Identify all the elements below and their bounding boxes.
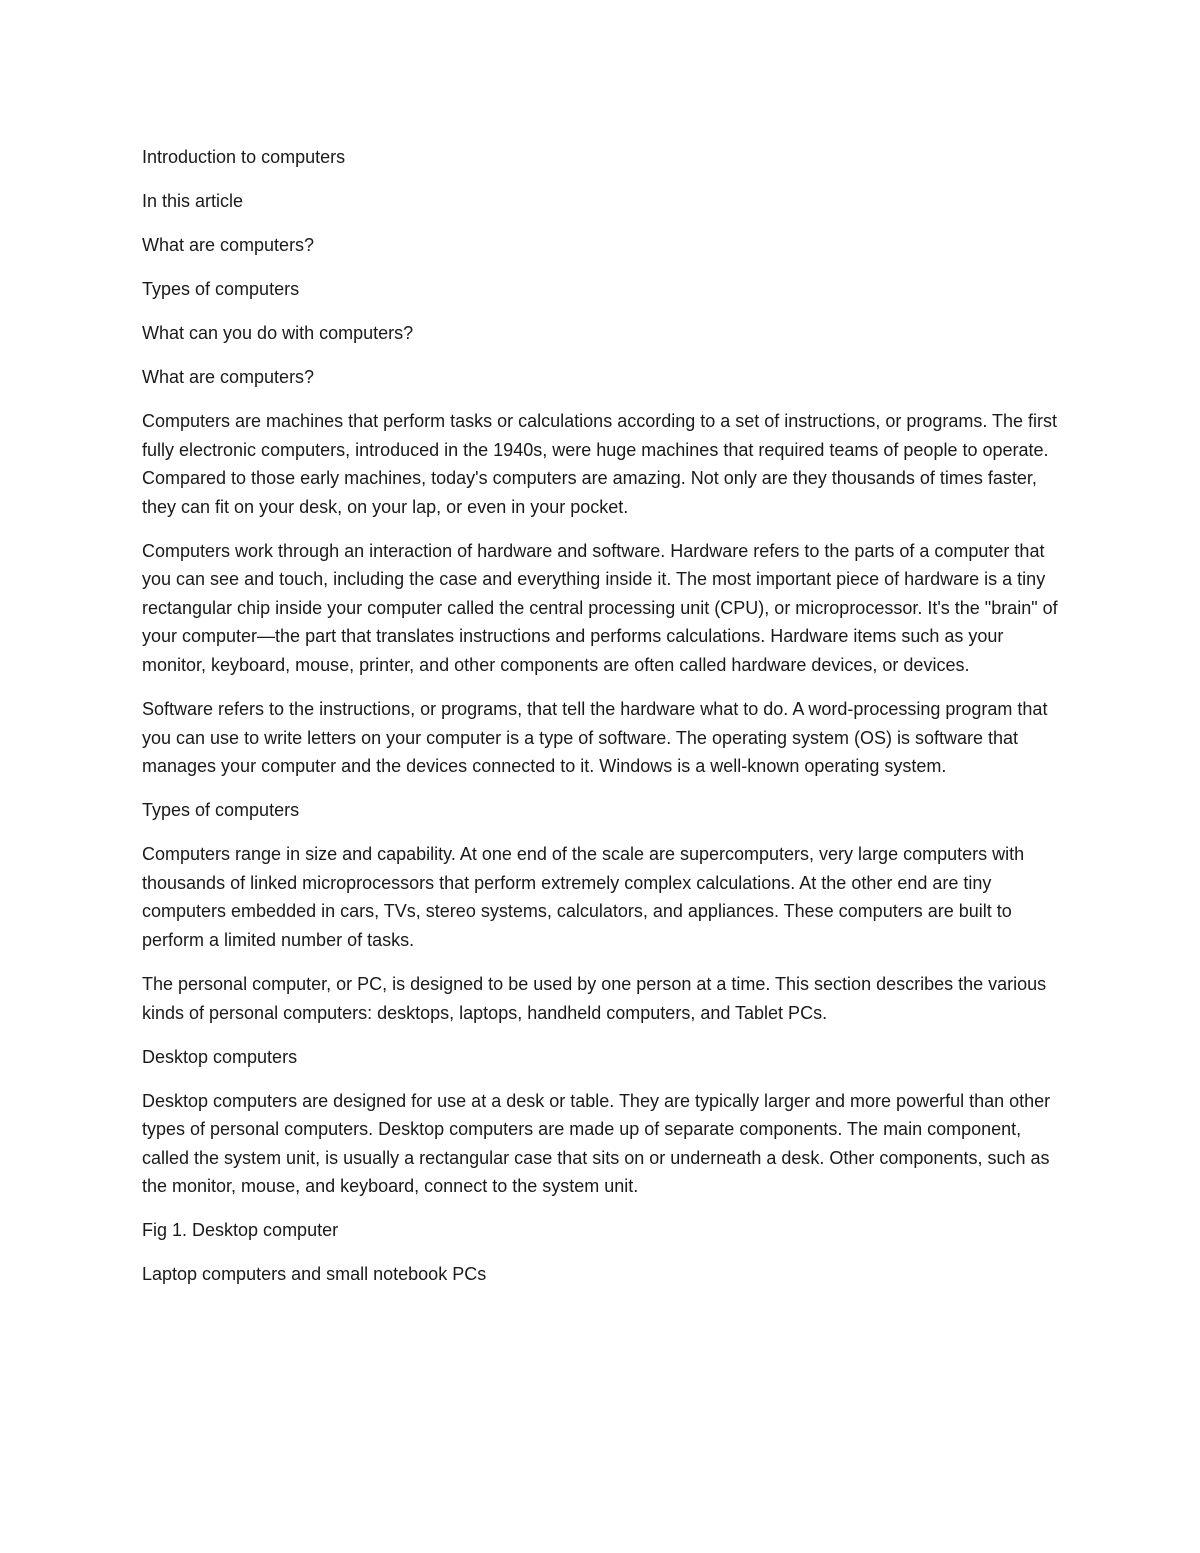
document-body <box>142 143 1062 1304</box>
body-paragraph: Computers work through an interaction of hardware and software. Hardware refers to the parts of a computer that you can see and touch, including the case and everything inside it. The most important piece of hardware is a tiny rectangular chip inside your computer called the central processing unit (CPU), or microprocessor. It's the "brain" of your computer—the part that translates instructions and performs calculations. Hardware items such as your monitor, keyboard, mouse, printer, and other components are often called hardware devices, or devices. <box>142 540 1058 676</box>
body-paragraph: Desktop computers are designed for use at a desk or table. They are typically larger and more powerful than other types of personal computers. Desktop computers are made up of separate components. The main component, called the system unit, is usually a rectangular case that sits on or underneath a desk. Other components, such as the monitor, mouse, and keyboard, connect to the system unit. <box>142 1090 1051 1197</box>
section-heading-laptop-computers: Laptop computers and small notebook PCs <box>142 1264 487 1285</box>
section-heading-types-of-computers: Types of computers <box>142 800 300 821</box>
figure-caption: Fig 1. Desktop computer <box>142 1220 339 1241</box>
body-paragraph: Computers are machines that perform tasks or calculations according to a set of instructions, or programs. The first fully electronic computers, introduced in the 1940s, were huge machines that required teams of people to operate. Compared to those early machines, today's computers are amazing. Not only are they thousands of times faster, they can fit on your desk, on your lap, or even in your pocket. <box>142 410 1058 517</box>
toc-item-what-can-you-do: What can you do with computers? <box>142 322 414 343</box>
body-paragraph: Computers range in size and capability. At one end of the scale are supercomputers, very large computers with thousands of linked microprocessors that perform extremely complex calculations. At the other end are tiny computers embedded in cars, TVs, stereo systems, calculators, and appliances. These computers are built to perform a limited number of tasks. <box>142 844 1025 950</box>
toc-heading: In this article <box>142 190 244 211</box>
body-paragraph: Software refers to the instructions, or programs, that tell the hardware what to do. A word-processing program that you can use to write letters on your computer is a type of software. The operating system (OS) is software that manages your computer and the devices connected to it. Windows is a well-known operating system. <box>142 699 1048 777</box>
toc-item-what-are-computers: What are computers? <box>142 234 315 255</box>
body-paragraph: The personal computer, or PC, is designed to be used by one person at a time. This section describes the various kinds of personal computers: desktops, laptops, handheld computers, and Tablet PCs. <box>142 973 1047 1023</box>
document-title: Introduction to computers <box>142 147 346 167</box>
section-heading-what-are-computers: What are computers? <box>142 366 315 387</box>
toc-item-types-of-computers: Types of computers <box>142 278 300 299</box>
section-heading-desktop-computers: Desktop computers <box>142 1046 298 1067</box>
